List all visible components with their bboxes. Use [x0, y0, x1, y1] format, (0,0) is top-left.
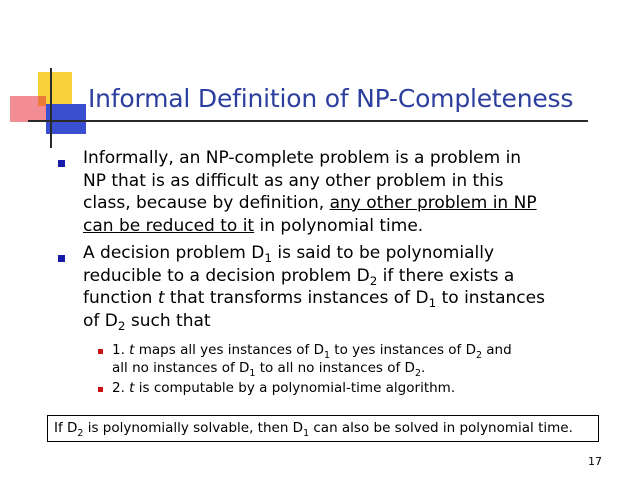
sub-bullet-1-text — [112, 341, 512, 377]
b2-l1-b: is said to be polynomially — [271, 243, 494, 263]
bullet-2-line-3 — [83, 287, 545, 310]
bullet-2-line-2 — [83, 265, 545, 288]
s2-a: 2. — [112, 380, 130, 396]
b2-l3-t: t — [157, 288, 165, 308]
b2-l4-a: of D — [83, 310, 118, 331]
line-4-plain: in polynomial time. — [254, 215, 424, 236]
page-number: 17 — [588, 455, 602, 468]
b2-l4-b: such that — [125, 310, 211, 331]
deco-blue-square — [46, 104, 86, 134]
b2-l1-sub: 1 — [264, 251, 272, 265]
b2-l2-b: if there exists a — [377, 265, 515, 286]
note-c: can also be solved in polynomial time. — [309, 420, 573, 436]
bullet-marker-1 — [58, 160, 65, 167]
b2-l4-sub: 2 — [117, 318, 126, 333]
note-b: is polynomially solvable, then D — [83, 420, 304, 436]
s2-t: t — [129, 380, 135, 396]
b2-l3-sub: 1 — [428, 296, 437, 310]
line-4-underlined: can be reduced to it — [83, 215, 255, 236]
bullet-1-line-1: Informally, an NP-complete problem is a problem in — [83, 148, 522, 168]
sub-bullet-marker-2 — [98, 387, 103, 392]
bullet-1-line-4 — [83, 215, 537, 238]
s1-l2-sub2: 2 — [414, 368, 421, 379]
b2-l3-c: to instances — [436, 288, 545, 308]
s1-b: maps all yes instances of D — [134, 342, 324, 358]
sub-bullet-2-text — [112, 379, 455, 397]
note-a: If D — [54, 420, 78, 436]
b2-l2-a: reducible to a decision problem D — [83, 265, 370, 286]
bullet-2-line-1 — [83, 242, 545, 265]
note-sub2: 1 — [303, 428, 310, 439]
s1-d: and — [481, 342, 512, 358]
bullet-1-text — [83, 147, 537, 237]
s1-l2-sub1: 1 — [249, 368, 256, 379]
s1-l2-a: all no instances of D — [112, 360, 250, 376]
bullet-marker-2 — [58, 255, 65, 262]
s1-l2-c: . — [420, 360, 426, 376]
note-sub1: 2 — [77, 428, 84, 439]
deco-red-square — [10, 96, 46, 122]
b2-l2-sub: 2 — [369, 273, 378, 288]
sub-bullet-marker-1 — [98, 349, 103, 354]
deco-vertical-line — [50, 68, 52, 148]
sub-1-line-1 — [112, 341, 512, 359]
line-3-underlined: any other problem in NP — [329, 193, 537, 213]
s2-b: is computable by a polynomial-time algorithm. — [134, 380, 456, 396]
bullet-1-line-2: NP that is as difficult as any other problem in this — [83, 170, 504, 191]
bullet-2-text — [83, 242, 545, 332]
b2-l1-a: A decision problem D — [83, 243, 265, 263]
title-underline — [28, 120, 588, 122]
s1-a: 1. — [112, 342, 130, 358]
b2-l3-b: that transforms instances of D — [164, 288, 429, 308]
bullet-1-line-3 — [83, 192, 537, 215]
s1-sub2: 2 — [475, 350, 482, 361]
line-3-plain: class, because by definition, — [83, 193, 330, 213]
s1-t: t — [129, 342, 135, 358]
note-box — [47, 415, 599, 442]
b2-l3-a: function — [83, 288, 158, 308]
sub-1-line-2 — [112, 359, 512, 377]
slide-title: Informal Definition of NP-Completeness — [88, 84, 574, 113]
s1-c: to yes instances of D — [330, 342, 476, 358]
s1-l2-b: to all no instances of D — [255, 360, 415, 376]
bullet-2-line-4 — [83, 310, 545, 333]
s1-sub1: 1 — [323, 350, 330, 361]
